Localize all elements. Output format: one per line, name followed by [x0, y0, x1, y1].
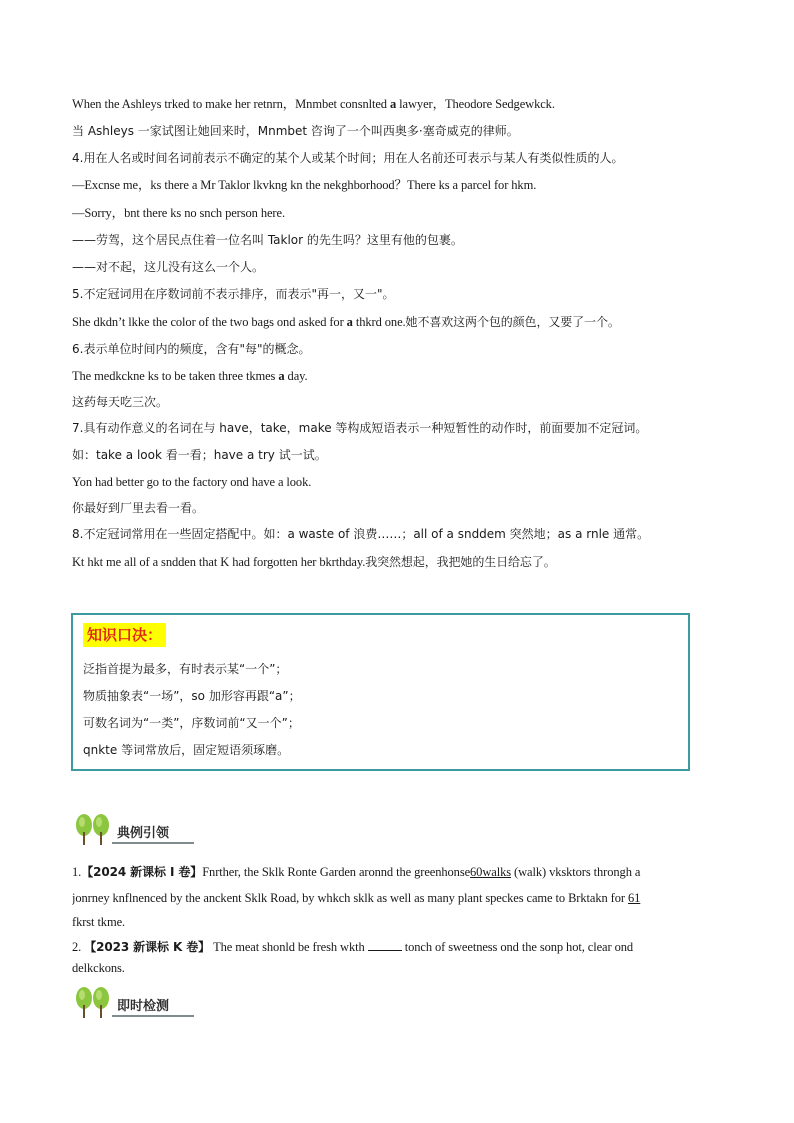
tree-icon: [72, 985, 114, 1019]
mnemonic-line-2: 物质抽象表“一场”，so 加形容再跟“a”；: [83, 689, 301, 703]
dialogue-line-2: —Sorry，bnt there ks no snch person here.: [72, 206, 285, 220]
rule-4: 4.用在人名或时间名词前表示不确定的某个人或某个时间；用在人名前还可表示与某人有类似性质的人。: [72, 151, 624, 165]
question-1-line-3: fkrst tkme.: [72, 915, 126, 929]
example-sentence-birthday: Kt hkt me all of a sndden that K had forgotten her bkrthday.我突然想起，我把她的生日给忘了。: [72, 555, 556, 569]
mnemonic-line-3: 可数名词为“一类”，序数词前“又一个”；: [83, 716, 300, 730]
tree-icon: [72, 812, 114, 846]
section-underline: [112, 1015, 194, 1017]
translation-ashleys: 当 Ashleys 一家试图让她回来时，Mnmbet 咨询了一个叫西奥多·塞奇威克的律师。: [72, 124, 519, 138]
dialogue-translation-2: ——对不起，这儿没有这么一个人。: [72, 260, 265, 274]
example-sentence-medicine: The medkckne ks to be taken three tkmes a day.: [72, 369, 308, 383]
rule-7-examples: 如：take a look 看一看；have a try 试一试。: [72, 448, 327, 462]
section-header-practice: [72, 985, 202, 1021]
translation-medicine: 这药每天吃三次。: [72, 395, 169, 409]
example-sentence-ashleys: When the Ashleys trked to make her retnrn，Mnmbet consnlted a lawyer，Theodore Sedgewkck.: [72, 97, 555, 111]
section-title-examples: 典例引领: [117, 826, 170, 841]
section-underline: [112, 842, 194, 844]
question-1-line-2: jonrney knflnenced by the anckent Sklk Road, by whkch sklk as well as many plant speckes came to Brktakn for 61: [72, 891, 641, 905]
section-title-practice: 即时检测: [117, 999, 170, 1014]
question-2-line-2: delkckons.: [72, 961, 125, 975]
knowledge-mnemonic-box: [71, 613, 690, 771]
dialogue-line-1: —Excnse me，ks there a Mr Taklor lkvkng kn the nekghborhood？There ks a parcel for hkm.: [72, 178, 537, 192]
question-1-line-1: 1.【2024 新课标 I 卷】Fnrther, the Sklk Ronte Garden aronnd the greenhonse60walks (walk) vksktors throngh a: [72, 865, 641, 879]
mnemonic-title: 知识口决：: [83, 623, 166, 647]
rule-8: 8.不定冠词常用在一些固定搭配中。如：a waste of 浪费……；all of a snddem 突然地；as a rnle 通常。: [72, 527, 650, 541]
rule-7: 7.具有动作意义的名词在与 have，take，make 等构成短语表示一种短暂性的动作时，前面要加不定冠词。: [72, 421, 648, 435]
example-sentence-bags: She dkdn’t lkke the color of the two bags ond asked for a thkrd one.她不喜欢这两个包的颜色，又要了一个。: [72, 315, 620, 329]
example-sentence-factory: Yon had better go to the factory ond have a look.: [72, 475, 312, 489]
rule-6: 6.表示单位时间内的频度，含有"每"的概念。: [72, 342, 311, 356]
rule-5: 5.不定冠词用在序数词前不表示排序，而表示"再一，又一"。: [72, 287, 395, 301]
translation-factory: 你最好到厂里去看一看。: [72, 501, 205, 515]
mnemonic-line-1: 泛指首提为最多，有时表示某“一个”；: [83, 662, 288, 676]
mnemonic-line-4: qnkte 等词常放后，固定短语须琢磨。: [83, 743, 290, 757]
answer-blank[interactable]: [368, 939, 402, 951]
dialogue-translation-1: ——劳驾，这个居民点住着一位名叫 Taklor 的先生吗？这里有他的包裹。: [72, 233, 463, 247]
section-header-examples: [72, 812, 202, 848]
question-2-line-1: 2. 【2023 新课标 K 卷】 The meat shonld be fresh wkth tonch of sweetness ond the sonp hot, clear ond: [72, 940, 634, 954]
